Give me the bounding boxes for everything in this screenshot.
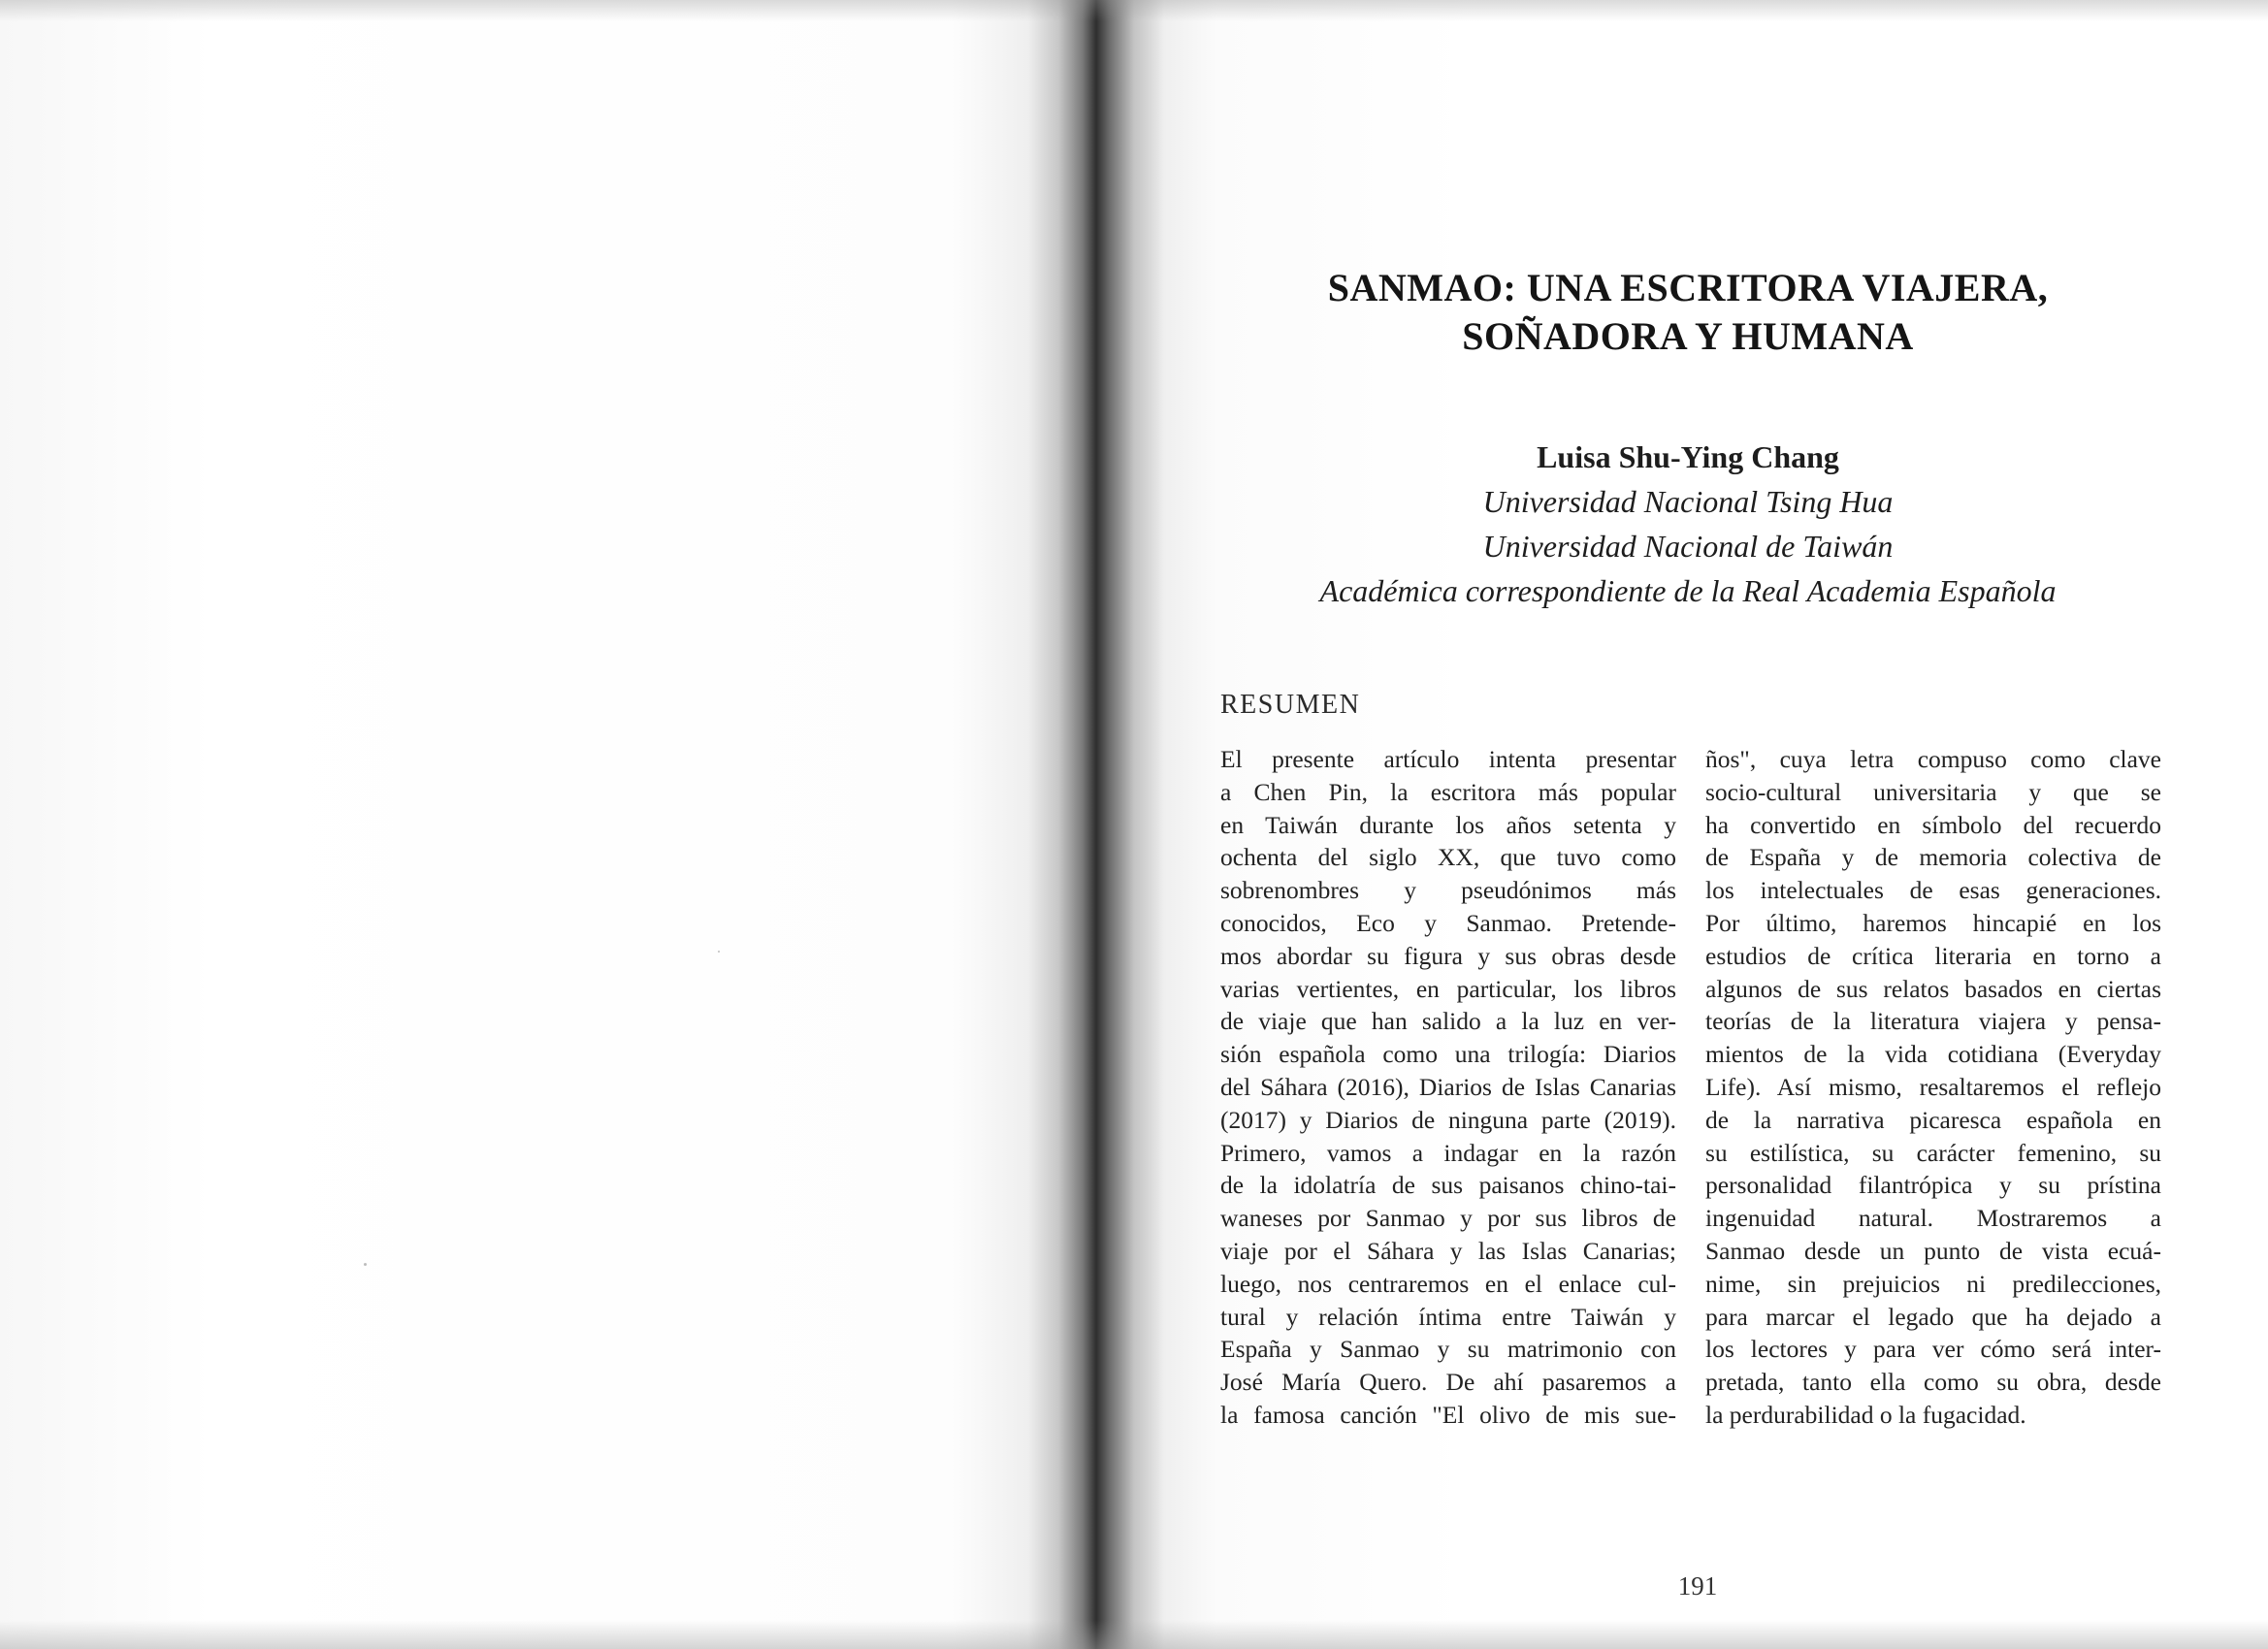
abstract-line: a Chen Pin, la escritora más popular bbox=[1220, 777, 1676, 806]
abstract-line: tural y relación íntima entre Taiwán y bbox=[1220, 1302, 1676, 1331]
abstract-line: de España y de memoria colectiva de bbox=[1705, 843, 2161, 872]
title-line-1: SANMAO: UNA ESCRITORA VIAJERA, bbox=[1327, 266, 2049, 309]
abstract-line: ochenta del siglo XX, que tuvo como bbox=[1220, 843, 1676, 872]
abstract-line: la famosa canción "El olivo de mis sue- bbox=[1220, 1400, 1676, 1429]
abstract-line: de viaje que han salido a la luz en ver- bbox=[1220, 1007, 1676, 1036]
abstract-line: Sanmao desde un punto de vista ecuá- bbox=[1705, 1236, 2161, 1265]
abstract-line: ños", cuya letra compuso como clave bbox=[1705, 745, 2161, 773]
abstract-line: del Sáhara (2016), Diarios de Islas Canarias bbox=[1220, 1072, 1676, 1101]
abstract-line: socio-cultural universitaria y que se bbox=[1705, 777, 2161, 806]
left-page-blank bbox=[0, 0, 1057, 1649]
article-title bbox=[1290, 264, 2086, 361]
abstract-line: El presente artículo intenta presentar bbox=[1220, 745, 1676, 773]
author-affiliation-3: Académica correspondiente de la Real Academia Española bbox=[1319, 573, 2057, 608]
abstract-line: para marcar el legado que ha dejado a bbox=[1705, 1302, 2161, 1331]
abstract-line: sión española como una trilogía: Diarios bbox=[1220, 1040, 1676, 1069]
author-name: Luisa Shu-Ying Chang bbox=[1537, 439, 1839, 474]
abstract-column-left bbox=[1220, 743, 1676, 1432]
abstract-line: teorías de la literatura viajera y pensa- bbox=[1705, 1007, 2161, 1036]
abstract-line: ingenuidad natural. Mostraremos a bbox=[1705, 1204, 2161, 1233]
abstract-column-right bbox=[1705, 743, 2161, 1432]
abstract-line: España y Sanmao y su matrimonio con bbox=[1220, 1335, 1676, 1364]
abstract-line: de la idolatría de sus paisanos chino-tai- bbox=[1220, 1171, 1676, 1200]
abstract-line: conocidos, Eco y Sanmao. Pretende- bbox=[1220, 908, 1676, 937]
abstract-line: pretada, tanto ella como su obra, desde bbox=[1705, 1368, 2161, 1397]
abstract-line: de la narrativa picaresca española en bbox=[1705, 1105, 2161, 1134]
abstract-line: ha convertido en símbolo del recuerdo bbox=[1705, 810, 2161, 839]
abstract-line: la perdurabilidad o la fugacidad. bbox=[1705, 1400, 2026, 1429]
title-line-2: SOÑADORA Y HUMANA bbox=[1462, 314, 1914, 358]
abstract-line: José María Quero. De ahí pasaremos a bbox=[1220, 1368, 1676, 1397]
abstract-line: (2017) y Diarios de ninguna parte (2019). bbox=[1220, 1105, 1676, 1134]
abstract-line: Primero, vamos a indagar en la razón bbox=[1220, 1138, 1676, 1167]
abstract-line: sobrenombres y pseudónimos más bbox=[1220, 876, 1676, 905]
abstract-line: waneses por Sanmao y por sus libros de bbox=[1220, 1204, 1676, 1233]
scan-shadow-bottom bbox=[0, 1620, 2268, 1649]
abstract-line: estudios de crítica literaria en torno a bbox=[1705, 941, 2161, 970]
abstract-line: su estilística, su carácter femenino, su bbox=[1705, 1138, 2161, 1167]
abstract-line: personalidad filantrópica y su prístina bbox=[1705, 1171, 2161, 1200]
author-affiliation-2: Universidad Nacional de Taiwán bbox=[1482, 529, 1894, 564]
abstract-line: luego, nos centraremos en el enlace cul- bbox=[1220, 1269, 1676, 1298]
abstract-line: mos abordar su figura y sus obras desde bbox=[1220, 941, 1676, 970]
abstract-line: viaje por el Sáhara y las Islas Canarias; bbox=[1220, 1236, 1676, 1265]
abstract-line: varias vertientes, en particular, los libros bbox=[1220, 974, 1676, 1003]
abstract-line: nime, sin prejuicios ni predilecciones, bbox=[1705, 1269, 2161, 1298]
abstract-line: mientos de la vida cotidiana (Everyday bbox=[1705, 1040, 2161, 1069]
scan-speck bbox=[364, 1263, 367, 1266]
abstract-line: Life). Así mismo, resaltaremos el reflejo bbox=[1705, 1072, 2161, 1101]
scan-speck bbox=[718, 951, 720, 953]
abstract-line: los lectores y para ver cómo será inter- bbox=[1705, 1335, 2161, 1364]
author-affiliation-1: Universidad Nacional Tsing Hua bbox=[1482, 484, 1894, 519]
resumen-heading: RESUMEN bbox=[1220, 690, 1361, 720]
abstract-line: los intelectuales de esas generaciones. bbox=[1705, 876, 2161, 905]
abstract-line: Por último, haremos hincapié en los bbox=[1705, 908, 2161, 937]
scan-shadow-top bbox=[0, 0, 2268, 21]
author-block bbox=[1261, 435, 2115, 613]
book-gutter bbox=[1028, 0, 1164, 1649]
abstract-line: en Taiwán durante los años setenta y bbox=[1220, 810, 1676, 839]
abstract-line: algunos de sus relatos basados en ciertas bbox=[1705, 974, 2161, 1003]
page-number: 191 bbox=[1677, 1571, 1718, 1600]
